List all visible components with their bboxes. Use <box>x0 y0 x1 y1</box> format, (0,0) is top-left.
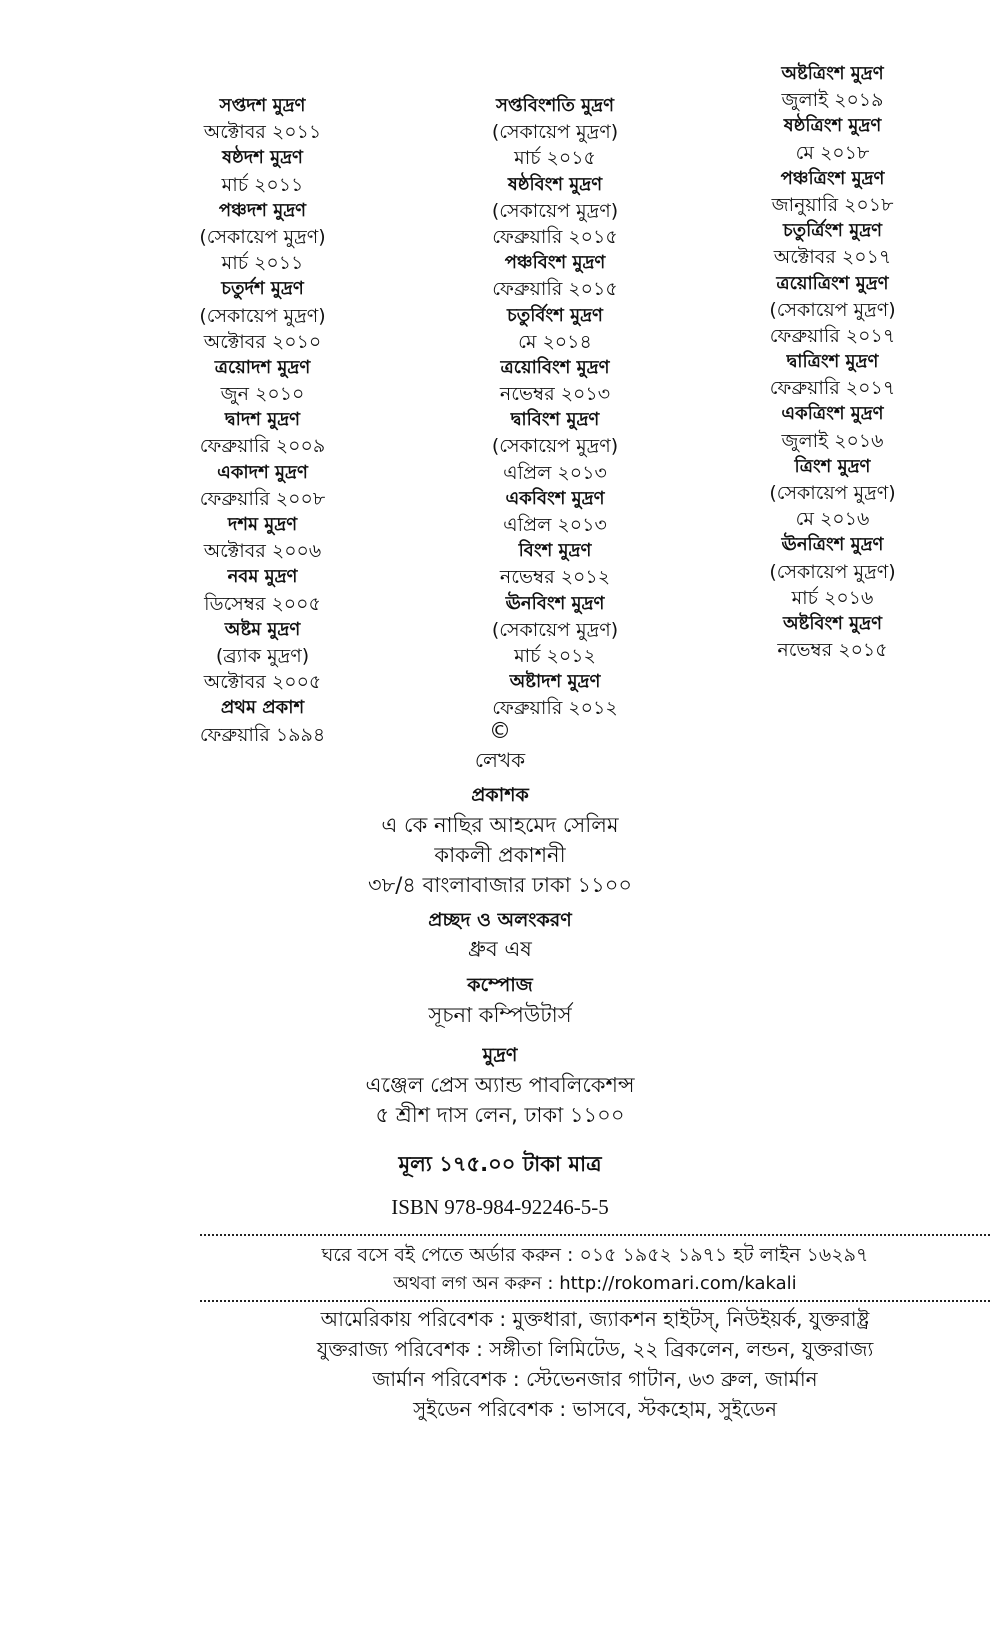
publisher-block <box>0 780 1000 900</box>
distributor-line: আমেরিকায় পরিবেশক : মুক্তধারা, জ্যাকশন হাইটস্, নিউইয়র্ক, যুক্তরাষ্ট্র <box>320 1307 870 1331</box>
distributor-line: সুইডেন পরিবেশক : ভাসবে, স্টকহোম, সুইডেন <box>413 1397 777 1421</box>
left-edition-detail: ফেব্রুয়ারি ২০০৮ <box>199 487 326 510</box>
printing-history-right-column <box>735 61 930 663</box>
middle-edition-detail: এপ্রিল ২০১৩ <box>503 461 607 484</box>
right-edition-heading: ত্রয়োত্রিংশ মুদ্রণ <box>776 272 889 294</box>
middle-edition-heading: ষষ্ঠবিংশ মুদ্রণ <box>507 173 603 195</box>
right-edition-detail: নভেম্বর ২০১৫ <box>777 639 888 662</box>
right-edition-detail: জুলাই ২০১৬ <box>781 429 884 452</box>
cover-design-block <box>0 906 1000 964</box>
order-hotline: ঘরে বসে বই পেতে অর্ডার করুন : ০১৫ ১৯৫২ ১৯৭১ হট লাইন ১৬২৯৭ <box>321 1244 869 1266</box>
right-edition-detail: (সেকায়েপ মুদ্রণ) <box>769 298 896 321</box>
printing-press-name: এঞ্জেল প্রেস অ্যান্ড পাবলিকেশন্স <box>365 1073 635 1097</box>
compose-heading: কম্পোজ <box>467 974 533 996</box>
middle-edition-heading: দ্বাবিংশ মুদ্রণ <box>510 409 600 431</box>
left-edition-detail: (সেকায়েপ মুদ্রণ) <box>199 304 326 327</box>
middle-edition-heading: সপ্তবিংশতি মুদ্রণ <box>495 95 614 116</box>
left-edition-heading: একাদশ মুদ্রণ <box>217 461 308 483</box>
price-text: মূল্য ১৭৫.০০ টাকা মাত্র <box>398 1152 602 1176</box>
left-edition-detail: জুন ২০১০ <box>220 383 305 406</box>
printing-press-address: ৫ শ্রীশ দাস লেন, ঢাকা ১১০০ <box>375 1103 625 1127</box>
copyright-holder: লেখক <box>474 748 526 772</box>
middle-edition-heading: ত্রয়োবিংশ মুদ্রণ <box>500 356 610 378</box>
left-edition-detail: অক্টোবর ২০০৬ <box>203 540 322 563</box>
left-edition-heading: নবম মুদ্রণ <box>227 566 298 588</box>
cover-artist: ধ্রুব এষ <box>468 937 532 961</box>
isbn-text: ISBN 978-984-92246-5-5 <box>391 1195 609 1219</box>
cover-heading: প্রচ্ছদ ও অলংকরণ <box>428 909 572 931</box>
left-edition-detail: ডিসেম্বর ২০০৫ <box>204 592 321 615</box>
middle-edition-heading: বিংশ মুদ্রণ <box>518 540 592 562</box>
left-edition-heading: ষষ্ঠদশ মুদ্রণ <box>222 147 303 169</box>
middle-edition-detail: ফেব্রুয়ারি ২০১৫ <box>492 225 618 248</box>
copyright-block <box>0 718 1000 774</box>
middle-edition-detail: ফেব্রুয়ারি ২০১৫ <box>492 278 618 301</box>
left-edition-heading: দশম মুদ্রণ <box>227 514 298 535</box>
left-edition-detail: অক্টোবর ২০০৫ <box>203 671 322 694</box>
middle-edition-detail: মার্চ ২০১৫ <box>514 147 596 170</box>
left-edition-heading: অষ্টম মুদ্রণ <box>224 618 301 640</box>
middle-edition-heading: ঊনবিংশ মুদ্রণ <box>505 592 605 614</box>
middle-edition-detail: (সেকায়েপ মুদ্রণ) <box>491 121 619 144</box>
price-block <box>0 1148 1000 1180</box>
printing-history-middle-column <box>440 93 670 722</box>
left-edition-heading: চতুর্দশ মুদ্রণ <box>221 278 304 300</box>
left-edition-detail: মার্চ ২০১১ <box>221 252 304 275</box>
distributor-line: জার্মান পরিবেশক : স্টেভেনজার গাটান, ৬৩ ব্রুল, জার্মান <box>372 1367 818 1391</box>
left-edition-detail: অক্টোবর ২০১০ <box>203 330 322 353</box>
right-edition-heading: অষ্টত্রিংশ মুদ্রণ <box>781 63 884 84</box>
compose-name: সূচনা কম্পিউটার্স <box>428 1003 572 1027</box>
left-edition-heading: সপ্তদশ মুদ্রণ <box>219 95 306 116</box>
printing-history-left-column <box>175 93 350 748</box>
publisher-address: ৩৮/৪ বাংলাবাজার ঢাকা ১১০০ <box>367 873 633 897</box>
middle-edition-heading: পঞ্চবিংশ মুদ্রণ <box>504 252 606 274</box>
right-edition-detail: ফেব্রুয়ারি ২০১৭ <box>769 324 896 347</box>
right-edition-detail: জুলাই ২০১৯ <box>781 89 884 112</box>
right-edition-heading: ষষ্ঠত্রিংশ মুদ্রণ <box>783 115 882 137</box>
right-edition-detail: জানুয়ারি ২০১৮ <box>771 193 894 216</box>
right-edition-detail: মার্চ ২০১৬ <box>791 586 874 609</box>
printing-block <box>0 1040 1000 1130</box>
distributor-line: যুক্তরাজ্য পরিবেশক : সঙ্গীতা লিমিটেড, ২২ ব্রিকলেন, লন্ডন, যুক্তরাজ্য <box>316 1337 874 1361</box>
right-edition-detail: (সেকায়েপ মুদ্রণ) <box>769 482 896 504</box>
right-edition-detail: ফেব্রুয়ারি ২০১৭ <box>769 377 896 400</box>
left-edition-detail: (সেকায়েপ মুদ্রণ) <box>199 225 326 248</box>
publisher-name: এ কে নাছির আহমেদ সেলিম <box>381 813 619 837</box>
distributors-list <box>200 1304 990 1424</box>
dotted-divider-top <box>200 1234 990 1236</box>
left-edition-heading: দ্বাদশ মুদ্রণ <box>224 409 301 431</box>
middle-edition-detail: (সেকায়েপ মুদ্রণ) <box>491 618 619 641</box>
right-edition-detail: মে ২০১৬ <box>795 508 870 531</box>
left-edition-heading: ত্রয়োদশ মুদ্রণ <box>214 356 311 378</box>
compose-block <box>0 970 1000 1030</box>
printing-heading: মুদ্রণ <box>482 1044 518 1066</box>
order-weblink: অথবা লগ অন করুন : http://rokomari.com/kakali <box>393 1273 797 1294</box>
left-edition-detail: অক্টোবর ২০১১ <box>203 121 322 144</box>
middle-edition-detail: এপ্রিল ২০১৩ <box>503 514 607 536</box>
right-edition-detail: মে ২০১৮ <box>795 141 870 164</box>
right-edition-heading: চতুর্ত্রিংশ মুদ্রণ <box>782 220 883 242</box>
right-edition-heading: একত্রিংশ মুদ্রণ <box>781 403 884 425</box>
middle-edition-heading: অষ্টাদশ মুদ্রণ <box>509 671 601 693</box>
right-edition-detail: (সেকায়েপ মুদ্রণ) <box>769 560 896 583</box>
middle-edition-detail: নভেম্বর ২০১৩ <box>499 383 611 406</box>
right-edition-heading: দ্বাত্রিংশ মুদ্রণ <box>786 351 879 373</box>
publisher-house: কাকলী প্রকাশনী <box>434 843 566 867</box>
left-edition-detail: ফেব্রুয়ারি ২০০৯ <box>199 435 326 458</box>
left-edition-detail: (ব্র্যাক মুদ্রণ) <box>215 644 310 667</box>
isbn-block <box>0 1192 1000 1222</box>
middle-edition-heading: চতুর্বিংশ মুদ্রণ <box>507 304 603 326</box>
left-edition-detail: মার্চ ২০১১ <box>221 173 304 196</box>
left-edition-heading: পঞ্চদশ মুদ্রণ <box>218 199 307 221</box>
publisher-heading: প্রকাশক <box>471 784 529 806</box>
left-edition-detail: ফেব্রুয়ারি ১৯৯৪ <box>199 723 326 746</box>
middle-edition-detail: (সেকায়েপ মুদ্রণ) <box>491 435 619 458</box>
right-edition-heading: ঊনত্রিংশ মুদ্রণ <box>781 534 884 556</box>
middle-edition-heading: একবিংশ মুদ্রণ <box>505 487 605 509</box>
middle-edition-detail: মে ২০১৪ <box>518 330 592 353</box>
middle-edition-detail: মার্চ ২০১২ <box>514 644 596 667</box>
dotted-divider-bottom <box>200 1300 990 1302</box>
copyright-symbol: © <box>489 719 511 744</box>
right-edition-heading: অষ্টবিংশ মুদ্রণ <box>782 612 883 634</box>
middle-edition-detail: ফেব্রুয়ারি ২০১২ <box>492 697 618 720</box>
right-edition-detail: অক্টোবর ২০১৭ <box>773 246 892 269</box>
left-edition-heading: প্রথম প্রকাশ <box>220 697 305 719</box>
right-edition-heading: ত্রিংশ মুদ্রণ <box>794 455 871 477</box>
middle-edition-detail: (সেকায়েপ মুদ্রণ) <box>491 199 619 222</box>
right-edition-heading: পঞ্চত্রিংশ মুদ্রণ <box>780 167 885 189</box>
middle-edition-detail: নভেম্বর ২০১২ <box>499 566 611 589</box>
